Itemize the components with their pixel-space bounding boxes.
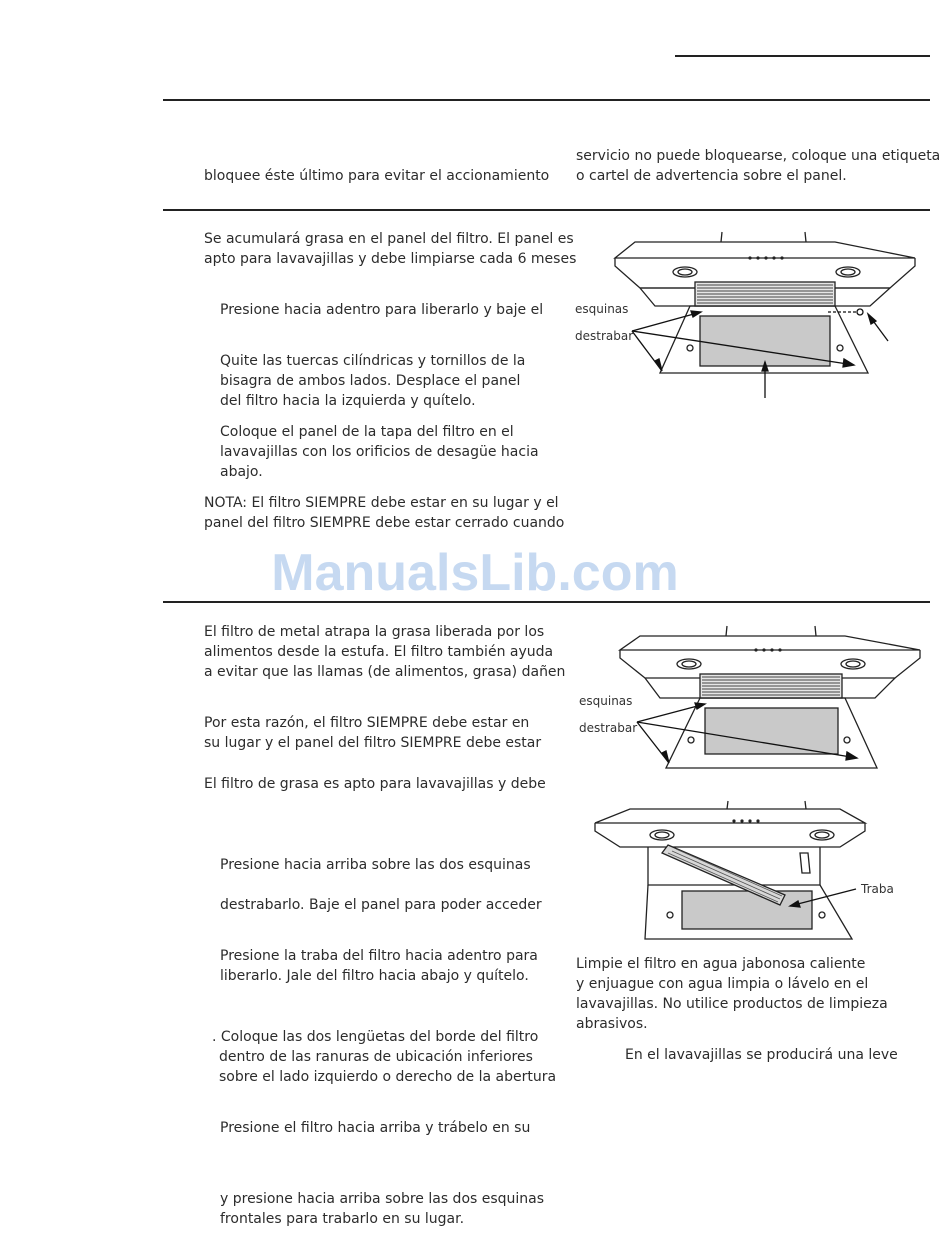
filter-panel-intro-1: Se acumulará grasa en el panel del filtro. El panel es bbox=[204, 231, 574, 247]
metal-filter-step-3-line-2: dentro de las ranuras de ubicación inferiores bbox=[219, 1049, 533, 1065]
metal-filter-reason-2: su lugar y el panel del filtro SIEMPRE debe estar bbox=[204, 735, 542, 751]
watermark: ManualsLib.com bbox=[271, 544, 679, 602]
cleaning-text-3: lavavajillas. No utilice productos de limpieza bbox=[576, 996, 888, 1012]
filter-panel-note-2: panel del filtro SIEMPRE debe estar cerrado cuando bbox=[204, 515, 565, 531]
metal-filter-step-1a: Presione hacia arriba sobre las dos esquinas bbox=[220, 857, 531, 873]
metal-filter-step-2-line-1: Presione la traba del filtro hacia adentro para bbox=[220, 948, 538, 964]
metal-filter-dishwasher: El filtro de grasa es apto para lavavajillas y debe bbox=[204, 776, 546, 792]
lockout-text: bloquee éste último para evitar el accionamiento bbox=[204, 168, 550, 184]
warning-tag-text-2: o cartel de advertencia sobre el panel. bbox=[576, 168, 847, 184]
metal-filter-step-5-line-2: frontales para trabarlo en su lugar. bbox=[220, 1211, 465, 1227]
metal-filter-step-3-line-3: sobre el lado izquierdo o derecho de la abertura bbox=[219, 1069, 557, 1085]
filter-panel-intro-2: apto para lavavajillas y debe limpiarse cada 6 meses bbox=[204, 251, 577, 267]
filter-panel-step-1: Presione hacia adentro para liberarlo y baje el bbox=[220, 302, 544, 318]
metal-filter-step-4: Presione el filtro hacia arriba y trábelo en su bbox=[220, 1120, 531, 1136]
figure-2-label-corners: esquinas bbox=[579, 694, 633, 708]
filter-panel-note-1: NOTA: El filtro SIEMPRE debe estar en su lugar y el bbox=[204, 495, 559, 511]
metal-filter-step-3-line-1: . Coloque las dos lengüetas del borde del filtro bbox=[212, 1029, 539, 1045]
filter-panel-step-3-line-1: Coloque el panel de la tapa del filtro en el bbox=[220, 424, 514, 440]
header-rule-short bbox=[675, 55, 930, 57]
figure-1-label-unlock: destrabar bbox=[575, 329, 634, 343]
cleaning-text-4: abrasivos. bbox=[576, 1016, 648, 1032]
metal-filter-step-1b: destrabarlo. Baje el panel para poder acceder bbox=[220, 897, 542, 913]
filter-panel-step-3-line-3: abajo. bbox=[220, 464, 263, 480]
metal-filter-intro-1: El filtro de metal atrapa la grasa liberada por los bbox=[204, 624, 545, 640]
warning-tag-text-1: servicio no puede bloquearse, coloque una etiqueta bbox=[576, 148, 941, 164]
metal-filter-intro-2: alimentos desde la estufa. El filtro también ayuda bbox=[204, 644, 554, 660]
filter-panel-step-3-line-2: lavavajillas con los orificios de desagüe hacia bbox=[220, 444, 539, 460]
metal-filter-step-2-line-2: liberarlo. Jale del filtro hacia abajo y quítelo. bbox=[220, 968, 529, 984]
metal-filter-reason-1: Por esta razón, el filtro SIEMPRE debe estar en bbox=[204, 715, 530, 731]
section-rule-top bbox=[163, 99, 930, 101]
filter-removal-illustration bbox=[590, 795, 870, 945]
metal-filter-step-5-line-1: y presione hacia arriba sobre las dos esquinas bbox=[220, 1191, 545, 1207]
filter-panel-step-2-line-1: Quite las tuercas cilíndricas y tornillos de la bbox=[220, 353, 526, 369]
figure-1-label-corners: esquinas bbox=[575, 302, 629, 316]
figure-2-label-unlock: destrabar bbox=[579, 721, 638, 735]
metal-filter-intro-3: a evitar que las llamas (de alimentos, grasa) dañen bbox=[204, 664, 566, 680]
cleaning-text-1: Limpie el filtro en agua jabonosa caliente bbox=[576, 956, 866, 972]
cleaning-text-2: y enjuague con agua limpia o lávelo en el bbox=[576, 976, 869, 992]
section-rule-filter-panel bbox=[163, 209, 930, 211]
figure-3-label-latch: Traba bbox=[861, 882, 894, 896]
dishwasher-note: En el lavavajillas se producirá una leve bbox=[625, 1047, 898, 1063]
filter-panel-step-2-line-2: bisagra de ambos lados. Desplace el panel bbox=[220, 373, 521, 389]
filter-panel-step-2-line-3: del filtro hacia la izquierda y quítelo. bbox=[220, 393, 476, 409]
